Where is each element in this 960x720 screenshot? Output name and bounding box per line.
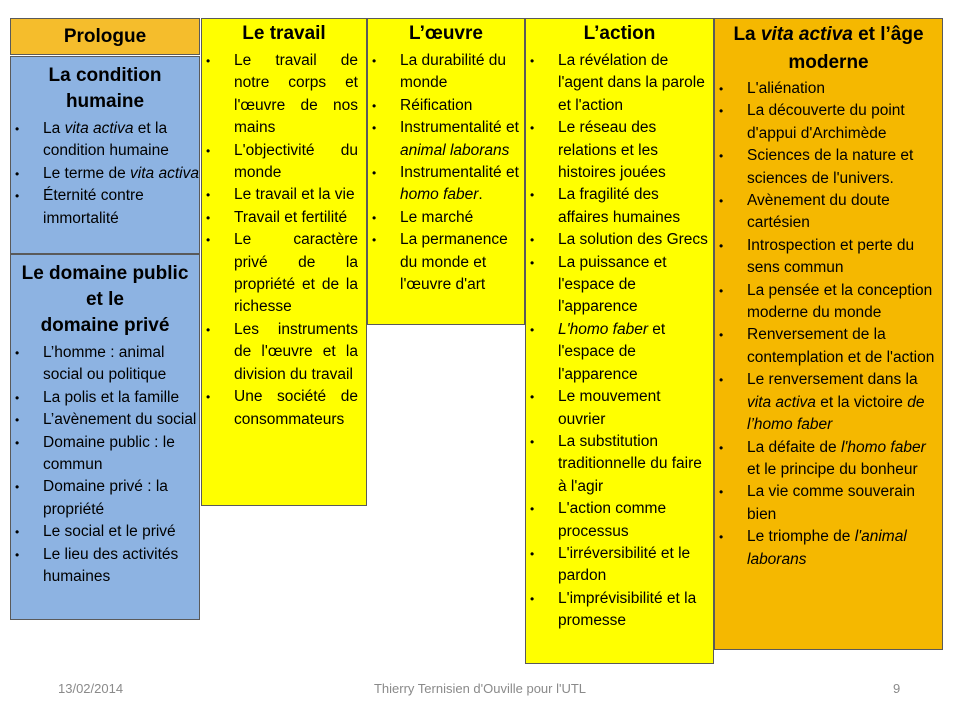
moderne-title-b: et l’âge moderne bbox=[788, 24, 924, 73]
bullet-icon: • bbox=[206, 188, 211, 203]
list-item bbox=[202, 140, 358, 185]
bullet-icon: • bbox=[719, 485, 724, 500]
bullet-icon: • bbox=[719, 149, 724, 164]
bullet-icon: • bbox=[206, 54, 211, 68]
list-item-text: La substitution traditionnelle du faire à l'agir bbox=[558, 432, 702, 495]
list-item bbox=[202, 50, 358, 140]
list-item-text: L'imprévisibilité et la promesse bbox=[558, 589, 697, 630]
domaine-box bbox=[10, 254, 200, 620]
list-item bbox=[202, 386, 358, 431]
condition-title bbox=[11, 63, 199, 115]
condition-title-line2: humaine bbox=[65, 91, 145, 112]
list-item-text: La révélation de l'agent dans la parole et l'action bbox=[558, 52, 705, 114]
bullet-icon: • bbox=[206, 233, 211, 248]
travail-title: Le travail bbox=[242, 23, 326, 44]
moderne-title bbox=[715, 21, 942, 77]
list-item bbox=[11, 118, 199, 163]
oeuvre-list bbox=[368, 50, 524, 296]
list-item-text: La vie comme souverain bien bbox=[747, 483, 915, 523]
list-item-text: La solution des Grecs bbox=[558, 231, 708, 249]
list-item-text: Domaine privé : la propriété bbox=[43, 478, 168, 518]
list-item bbox=[715, 145, 936, 190]
list-item-text: Le caractère privé de la propriété et de la richesse bbox=[234, 231, 358, 316]
bullet-icon: • bbox=[719, 328, 724, 343]
list-item bbox=[526, 588, 709, 633]
list-item-text: animal laborans bbox=[400, 141, 510, 159]
list-item bbox=[715, 481, 936, 526]
list-item-text: L’homme : animal social ou politique bbox=[43, 344, 167, 384]
list-item-text: Instrumentalité et bbox=[400, 164, 519, 182]
list-item-text: Le triomphe de bbox=[747, 528, 855, 546]
bullet-icon: • bbox=[15, 525, 20, 540]
list-item-text: l'animal laborans bbox=[747, 528, 907, 568]
bullet-icon: • bbox=[206, 322, 211, 337]
list-item-text: Réification bbox=[400, 96, 473, 114]
list-item-text: L'aliénation bbox=[747, 80, 825, 97]
list-item bbox=[526, 498, 709, 543]
list-item bbox=[715, 369, 936, 436]
list-item-text: Le travail et la vie bbox=[234, 186, 355, 204]
list-item bbox=[368, 95, 520, 117]
list-item bbox=[715, 526, 936, 571]
list-item-text: et l'espace de l'apparence bbox=[558, 320, 666, 383]
bullet-icon: • bbox=[15, 480, 20, 495]
list-item bbox=[368, 50, 520, 95]
prologue-box bbox=[10, 18, 200, 55]
oeuvre-title: L’œuvre bbox=[409, 23, 483, 44]
condition-list bbox=[11, 118, 199, 230]
bullet-icon: • bbox=[372, 233, 377, 248]
bullet-icon: • bbox=[530, 390, 535, 405]
bullet-icon: • bbox=[719, 238, 724, 253]
domaine-title-line3: domaine privé bbox=[40, 315, 170, 336]
action-box bbox=[525, 18, 714, 664]
list-item bbox=[11, 409, 199, 431]
bullet-icon: • bbox=[372, 121, 377, 136]
bullet-icon: • bbox=[530, 322, 535, 337]
bullet-icon: • bbox=[530, 233, 535, 248]
bullet-icon: • bbox=[530, 434, 535, 449]
list-item bbox=[526, 431, 709, 498]
list-item-text: Une société de consommateurs bbox=[234, 388, 358, 428]
list-item-text: L'homo faber bbox=[558, 320, 648, 338]
condition-box bbox=[10, 56, 200, 254]
bullet-icon: • bbox=[15, 346, 20, 360]
list-item-text: Renversement de la contemplation et de l'action bbox=[747, 326, 935, 366]
list-item-text: Les instruments de l'œuvre et la division du travail bbox=[234, 320, 358, 383]
list-item bbox=[526, 50, 709, 117]
list-item-text: Le travail de notre corps et l'œuvre de nos mains bbox=[234, 52, 358, 137]
bullet-icon: • bbox=[372, 166, 377, 181]
list-item bbox=[368, 162, 520, 207]
list-item bbox=[526, 319, 709, 386]
moderne-list bbox=[715, 78, 942, 571]
list-item bbox=[715, 437, 936, 482]
domaine-title-line1: Le domaine public bbox=[21, 263, 189, 284]
bullet-icon: • bbox=[719, 440, 724, 455]
list-item bbox=[202, 229, 358, 319]
list-item-text: Le mouvement ouvrier bbox=[558, 388, 661, 428]
bullet-icon: • bbox=[206, 210, 211, 225]
list-item-text: de l’homo faber bbox=[747, 393, 925, 434]
footer-date: 13/02/2014 bbox=[58, 681, 124, 696]
bullet-icon: • bbox=[530, 54, 535, 68]
list-item-text: et la condition humaine bbox=[43, 120, 169, 160]
list-item bbox=[526, 386, 709, 431]
list-item bbox=[715, 78, 936, 100]
list-item-text: La découverte du point d'appui d'Archimède bbox=[747, 102, 905, 142]
bullet-icon: • bbox=[530, 121, 535, 136]
action-list bbox=[526, 50, 713, 633]
moderne-title-a: La bbox=[733, 24, 761, 45]
bullet-icon: • bbox=[15, 435, 20, 450]
list-item bbox=[715, 190, 936, 235]
bullet-icon: • bbox=[530, 255, 535, 270]
list-item bbox=[11, 544, 199, 589]
condition-title-line1: La condition bbox=[48, 65, 162, 86]
footer-page: 9 bbox=[893, 681, 901, 696]
list-item-text: La fragilité des affaires humaines bbox=[558, 186, 681, 226]
bullet-icon: • bbox=[372, 98, 377, 113]
list-item bbox=[202, 319, 358, 386]
list-item-text: vita activa bbox=[130, 164, 199, 182]
moderne-title-em: vita activa bbox=[760, 24, 853, 45]
bullet-icon: • bbox=[530, 546, 535, 561]
bullet-icon: • bbox=[15, 390, 20, 405]
list-item bbox=[11, 432, 199, 477]
list-item-text: Le réseau des relations et les histoires jouées bbox=[558, 119, 666, 182]
bullet-icon: • bbox=[719, 82, 724, 96]
list-item-text: La permanence du monde et l'œuvre d'art bbox=[400, 231, 508, 294]
list-item bbox=[715, 324, 936, 369]
list-item-text: L’avènement du social bbox=[43, 411, 197, 429]
list-item-text: Éternité contre immortalité bbox=[43, 187, 144, 227]
list-item-text: et le principe du bonheur bbox=[747, 460, 918, 478]
bullet-icon: • bbox=[719, 530, 724, 545]
bullet-icon: • bbox=[15, 547, 20, 562]
list-item-text: Le marché bbox=[400, 208, 474, 226]
list-item-text: L'irréversibilité et le pardon bbox=[558, 544, 691, 585]
list-item bbox=[715, 235, 936, 280]
list-item-text: vita activa bbox=[64, 120, 134, 137]
list-item bbox=[11, 521, 199, 543]
list-item-text: L'action comme processus bbox=[558, 500, 667, 540]
list-item bbox=[11, 185, 199, 230]
list-item-text: Introspection et perte du sens commun bbox=[747, 236, 915, 277]
list-item bbox=[715, 100, 936, 145]
list-item-text: L'objectivité du monde bbox=[234, 141, 358, 182]
domaine-title-line2: et le bbox=[85, 289, 125, 310]
list-item-text: Domaine public : le commun bbox=[43, 433, 175, 474]
list-item-text: et la victoire bbox=[815, 393, 908, 411]
bullet-icon: • bbox=[372, 210, 377, 225]
bullet-icon: • bbox=[15, 166, 20, 181]
bullet-icon: • bbox=[206, 390, 211, 405]
bullet-icon: • bbox=[15, 413, 20, 428]
oeuvre-box bbox=[367, 18, 525, 325]
list-item bbox=[368, 117, 520, 162]
action-title: L’action bbox=[583, 23, 656, 44]
list-item bbox=[368, 207, 520, 229]
list-item-text: Le renversement dans la bbox=[747, 371, 918, 389]
bullet-icon: • bbox=[530, 591, 535, 606]
bullet-icon: • bbox=[15, 122, 20, 136]
list-item bbox=[11, 476, 199, 521]
bullet-icon: • bbox=[15, 189, 20, 204]
moderne-box bbox=[714, 18, 943, 650]
list-item-text: Travail et fertilité bbox=[234, 208, 348, 226]
bullet-icon: • bbox=[372, 54, 377, 68]
list-item-text: Avènement du doute cartésien bbox=[747, 192, 890, 232]
bullet-icon: • bbox=[530, 188, 535, 203]
list-item-text: . bbox=[478, 186, 483, 204]
list-item bbox=[526, 117, 709, 184]
list-item bbox=[11, 387, 199, 409]
footer-author: Thierry Ternisien d'Ouville pour l'UTL bbox=[373, 681, 587, 696]
list-item-text: Le terme de bbox=[43, 164, 131, 182]
list-item-text: La puissance et l'espace de l'apparence bbox=[558, 253, 667, 316]
list-item bbox=[526, 229, 709, 251]
travail-box bbox=[201, 18, 367, 506]
bullet-icon: • bbox=[719, 194, 724, 209]
list-item-text: Le social et le privé bbox=[43, 523, 176, 541]
list-item-text: La polis et la famille bbox=[43, 388, 180, 406]
list-item bbox=[11, 342, 199, 387]
list-item bbox=[715, 280, 936, 325]
list-item bbox=[202, 207, 358, 229]
travail-list bbox=[202, 50, 366, 431]
bullet-icon: • bbox=[719, 104, 724, 119]
bullet-icon: • bbox=[719, 283, 724, 298]
domaine-list bbox=[11, 342, 199, 588]
bullet-icon: • bbox=[530, 502, 535, 517]
domaine-title bbox=[11, 261, 199, 339]
bullet-icon: • bbox=[206, 143, 211, 158]
prologue-title: Prologue bbox=[63, 26, 147, 47]
list-item-text: La bbox=[43, 120, 65, 137]
list-item-text: l'homo faber bbox=[840, 438, 926, 456]
list-item-text: La pensée et la conception moderne du monde bbox=[747, 281, 933, 322]
list-item-text: La défaite de bbox=[747, 438, 841, 456]
list-item-text: Instrumentalité et bbox=[400, 119, 519, 137]
list-item bbox=[368, 229, 520, 296]
bullet-icon: • bbox=[719, 373, 724, 388]
list-item-text: vita activa bbox=[747, 393, 816, 411]
list-item-text: homo faber bbox=[400, 186, 479, 204]
list-item bbox=[526, 543, 709, 588]
list-item-text: La durabilité du monde bbox=[400, 52, 506, 92]
list-item bbox=[202, 184, 358, 206]
list-item-text: Sciences de la nature et sciences de l'univers. bbox=[747, 147, 914, 187]
list-item bbox=[526, 184, 709, 229]
list-item bbox=[11, 163, 199, 185]
list-item bbox=[526, 252, 709, 319]
list-item-text: Le lieu des activités humaines bbox=[43, 545, 179, 586]
